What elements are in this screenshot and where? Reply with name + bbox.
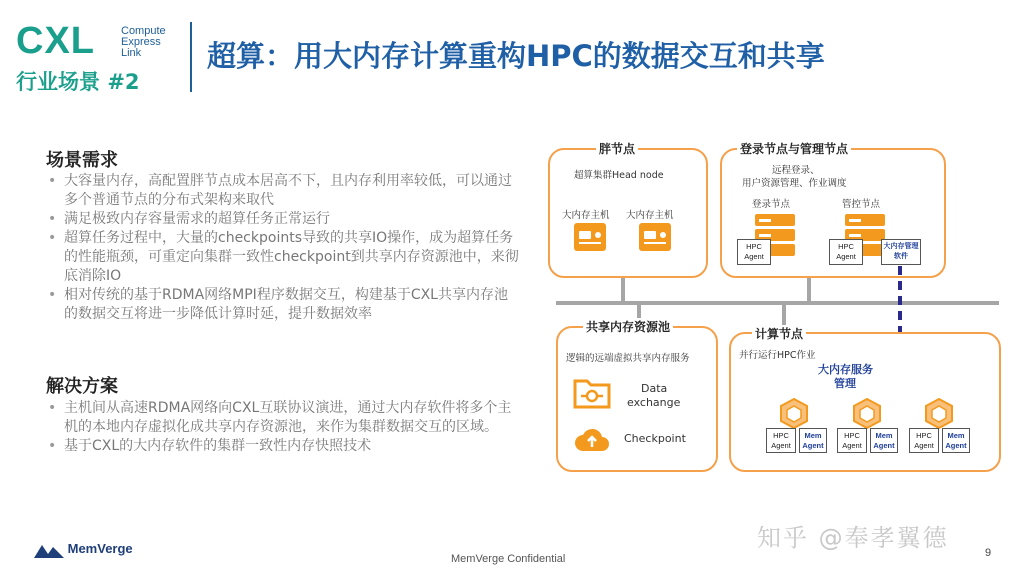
mem-service-label: 管理 [834,377,856,390]
cube-cluster-icon [922,397,956,431]
cube-cluster-icon [777,397,811,431]
memverge-brand: MemVerge [67,541,133,556]
data-exchange-label: Data [641,382,668,395]
needs-heading: 场景需求 [46,150,118,171]
solution-heading: 解决方案 [46,376,118,397]
page-title: 超算：用大内存计算重构HPC的数据交互和共享 [207,39,825,73]
memory-pool-title: 共享内存资源池 [583,318,673,335]
list-item: • 超算任务过程中，大量的checkpoints导致的共享IO操作，成为超算任务的性能瓶颈，可重定向集群一致性checkpoint到共享内存资源池中，来彻底消除IO [46,229,520,286]
login-node-title: 登录节点与管理节点 [737,140,851,157]
confidential-label: MemVerge Confidential [451,553,566,565]
list-item: • 基于CXL的大内存软件的集群一致性内存快照技术 [46,437,520,456]
mem-agent-box: Mem Agent [799,428,827,453]
control-node-label: 管控节点 [842,199,881,210]
header-divider [190,22,192,92]
cxl-logo: CXL [16,20,95,62]
checkpoint-label: Checkpoint [624,432,686,445]
hpc-agent-box: HPC Agent [737,239,771,265]
logo-sub-line: Express [121,36,161,48]
scene-label [16,66,140,96]
list-item: • 大容量内存，高配置胖节点成本居高不下，且内存利用率较低，可以通过多个普通节点的分布式架构来取代 [46,172,520,210]
hpc-agent-box: HPC Agent [829,239,863,265]
host-label: 大内存主机 [626,210,674,221]
logo-sub-line: Link [121,47,142,59]
hpc-agent-box: HPC Agent [766,428,796,453]
compute-node-subtitle: 并行运行HPC作业 [739,350,816,361]
hpc-agent-box: HPC Agent [909,428,939,453]
list-item: • 满足极致内存容量需求的超算任务正常运行 [46,210,520,229]
page-number: 9 [985,547,992,559]
memverge-logo [34,541,133,558]
hpc-agent-box: HPC Agent [837,428,867,453]
host-label: 大内存主机 [562,210,610,221]
checkpoint-cloud-icon [575,425,609,455]
bus-connector [621,275,625,303]
cube-cluster-icon [850,397,884,431]
cxl-logo-subtitle [121,26,166,59]
scene-number: #2 [107,70,140,94]
login-node-label: 登录节点 [752,199,791,210]
solution-list [46,399,520,456]
data-exchange-icon [573,375,611,409]
bus-connector [807,275,811,303]
watermark: 知乎 @奉孝翼德 [757,524,949,552]
compute-node-title: 计算节点 [752,325,806,342]
login-desc-line: 用户资源管理、作业调度 [742,178,847,189]
fat-node-subtitle: 超算集群Head node [574,170,664,181]
memverge-mountain-icon [34,542,64,558]
memory-pool-subtitle: 逻辑的远端虚拟共享内存服务 [566,353,690,364]
server-host-icon [638,222,672,252]
list-item: • 主机间从高速RDMA网络向CXL互联协议演进，通过大内存软件将多个主机的本地内存虚拟化成共享内存资源池，来作为集群数据交互的区域。 [46,399,520,437]
mem-service-label: 大内存服务 [818,363,873,376]
mem-agent-box: Mem Agent [870,428,898,453]
logo-sub-line: Compute [121,25,166,37]
mem-software-box: 大内存管理软件 [881,239,921,265]
list-item: • 相对传统的基于RDMA网络MPI程序数据交互，构建基于CXL共享内存池的数据交互将进一步降低计算时延，提升数据效率 [46,286,520,324]
mem-agent-box: Mem Agent [942,428,970,453]
server-host-icon [573,222,607,252]
login-desc-line: 远程登录、 [772,165,820,176]
needs-list [46,172,520,324]
fat-node-title: 胖节点 [596,140,638,157]
scene-label-text: 行业场景 [16,70,100,94]
data-exchange-label: exchange [627,396,681,409]
